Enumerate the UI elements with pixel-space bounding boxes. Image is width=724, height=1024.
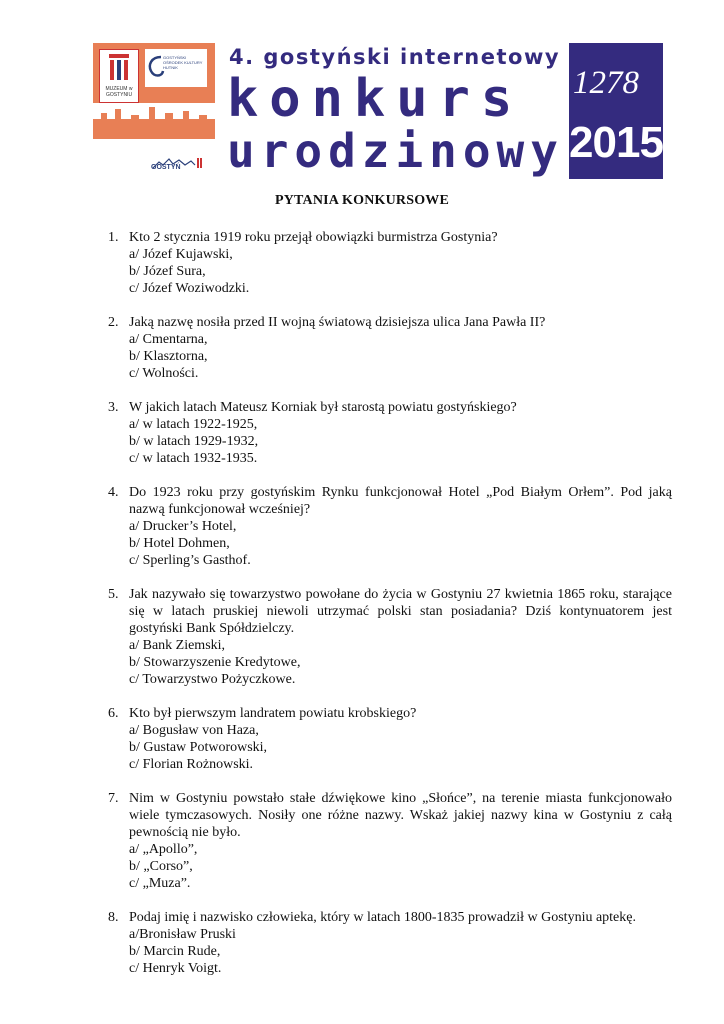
question-text: Do 1923 roku przy gostyńskim Rynku funkcjonował Hotel „Pod Białym Orłem”. Pod jaką nazwą funkcjonował wcześniej? xyxy=(129,485,672,517)
question-number: 4. xyxy=(108,485,119,500)
museum-logo-panel xyxy=(93,43,215,139)
answer-option-b: b/ Hotel Dohmen, xyxy=(129,536,230,551)
answer-option-b: b/ Gustaw Potworowski, xyxy=(129,740,268,755)
question-list xyxy=(108,229,672,994)
answer-option-b: b/ Józef Sura, xyxy=(129,264,206,279)
gostyn-city-name: GOSTYŃ xyxy=(151,164,181,171)
question-text: Jak nazywało się towarzystwo powołane do życia w Gostyniu 27 kwietnia 1865 roku, starające się w latach pruskiej niewoli utrzymać polski stan posiadania? Dziś kontynuatorem jest gostyński Bank Spółdzielczy. xyxy=(129,587,672,636)
answer-option-c: c/ w latach 1932-1935. xyxy=(129,451,258,466)
answer-option-c: c/ Henryk Voigt. xyxy=(129,961,222,976)
answer-option-a: a/ Bogusław von Haza, xyxy=(129,723,259,738)
answer-option-c: c/ Sperling’s Gasthof. xyxy=(129,553,251,568)
culture-center-text: GOSTYŃSKI OŚRODEK KULTURY HUTNIK xyxy=(163,55,203,70)
answer-option-c: c/ Towarzystwo Pożyczkowe. xyxy=(129,672,296,687)
question-item xyxy=(108,229,672,297)
anniversary-year-box xyxy=(569,43,663,179)
answer-option-c: c/ „Muza”. xyxy=(129,876,191,891)
answer-option-c: c/ Józef Woziwodzki. xyxy=(129,281,250,296)
question-text: Podaj imię i nazwisko człowieka, który w latach 1800-1835 prowadził w Gostyniu aptekę. xyxy=(129,910,636,925)
answer-option-a: a/ Bank Ziemski, xyxy=(129,638,226,653)
question-text: Nim w Gostyniu powstało stałe dźwiękowe kino „Słońce”, na terenie miasta funkcjonowało wiele tymczasowych. Nosiły one różne nazwy. Wskaż jakiej nazwy kina w Gostyniu z całą pewnością nie było. xyxy=(129,791,672,840)
answer-option-a: a/ Cmentarna, xyxy=(129,332,208,347)
question-number: 8. xyxy=(108,910,119,925)
contest-title-line1: 4. gostyński internetowy xyxy=(229,45,561,69)
question-number: 7. xyxy=(108,791,119,806)
question-text: W jakich latach Mateusz Korniak był starostą powiatu gostyńskiego? xyxy=(129,400,517,415)
town-skyline-icon xyxy=(93,103,215,139)
answer-option-a: a/ w latach 1922-1925, xyxy=(129,417,258,432)
question-number: 6. xyxy=(108,706,119,721)
question-item xyxy=(108,484,672,569)
answer-option-b: b/ w latach 1929-1932, xyxy=(129,434,259,449)
question-number: 3. xyxy=(108,400,119,415)
page-title: PYTANIA KONKURSOWE xyxy=(274,193,450,208)
founding-year: 1278 xyxy=(573,65,639,101)
museum-emblem-icon xyxy=(109,54,129,80)
question-text: Kto był pierwszym landratem powiatu krobskiego? xyxy=(129,706,417,721)
question-item xyxy=(108,586,672,688)
answer-option-b: b/ Klasztorna, xyxy=(129,349,208,364)
gostyn-city-logo-icon xyxy=(151,151,203,175)
question-text: Kto 2 stycznia 1919 roku przejął obowiązki burmistrza Gostynia? xyxy=(129,230,498,245)
contest-title-line2: konkurs xyxy=(227,69,524,129)
question-item xyxy=(108,909,672,977)
question-item xyxy=(108,399,672,467)
question-item xyxy=(108,314,672,382)
question-number: 5. xyxy=(108,587,119,602)
question-text: Jaką nazwę nosiła przed II wojną światową dzisiejsza ulica Jana Pawła II? xyxy=(129,315,546,330)
answer-option-c: c/ Florian Rożnowski. xyxy=(129,757,254,772)
question-item xyxy=(108,790,672,892)
current-year: 2015 xyxy=(569,118,663,167)
question-number: 1. xyxy=(108,230,119,245)
answer-option-a: a/Bronisław Pruski xyxy=(129,927,236,942)
museum-logo-text: MUZEUM w GOSTYNIU xyxy=(105,86,133,98)
culture-center-logo xyxy=(145,49,207,87)
museum-logo xyxy=(99,49,139,103)
question-number: 2. xyxy=(108,315,119,330)
answer-option-a: a/ Józef Kujawski, xyxy=(129,247,233,262)
question-item xyxy=(108,705,672,773)
contest-title-line3: urodzinowy xyxy=(227,124,564,178)
answer-option-a: a/ Drucker’s Hotel, xyxy=(129,519,237,534)
header-banner xyxy=(93,43,663,179)
answer-option-b: b/ „Corso”, xyxy=(129,859,193,874)
answer-option-a: a/ „Apollo”, xyxy=(129,842,198,857)
answer-option-b: b/ Marcin Rude, xyxy=(129,944,221,959)
answer-option-c: c/ Wolności. xyxy=(129,366,199,381)
answer-option-b: b/ Stowarzyszenie Kredytowe, xyxy=(129,655,301,670)
